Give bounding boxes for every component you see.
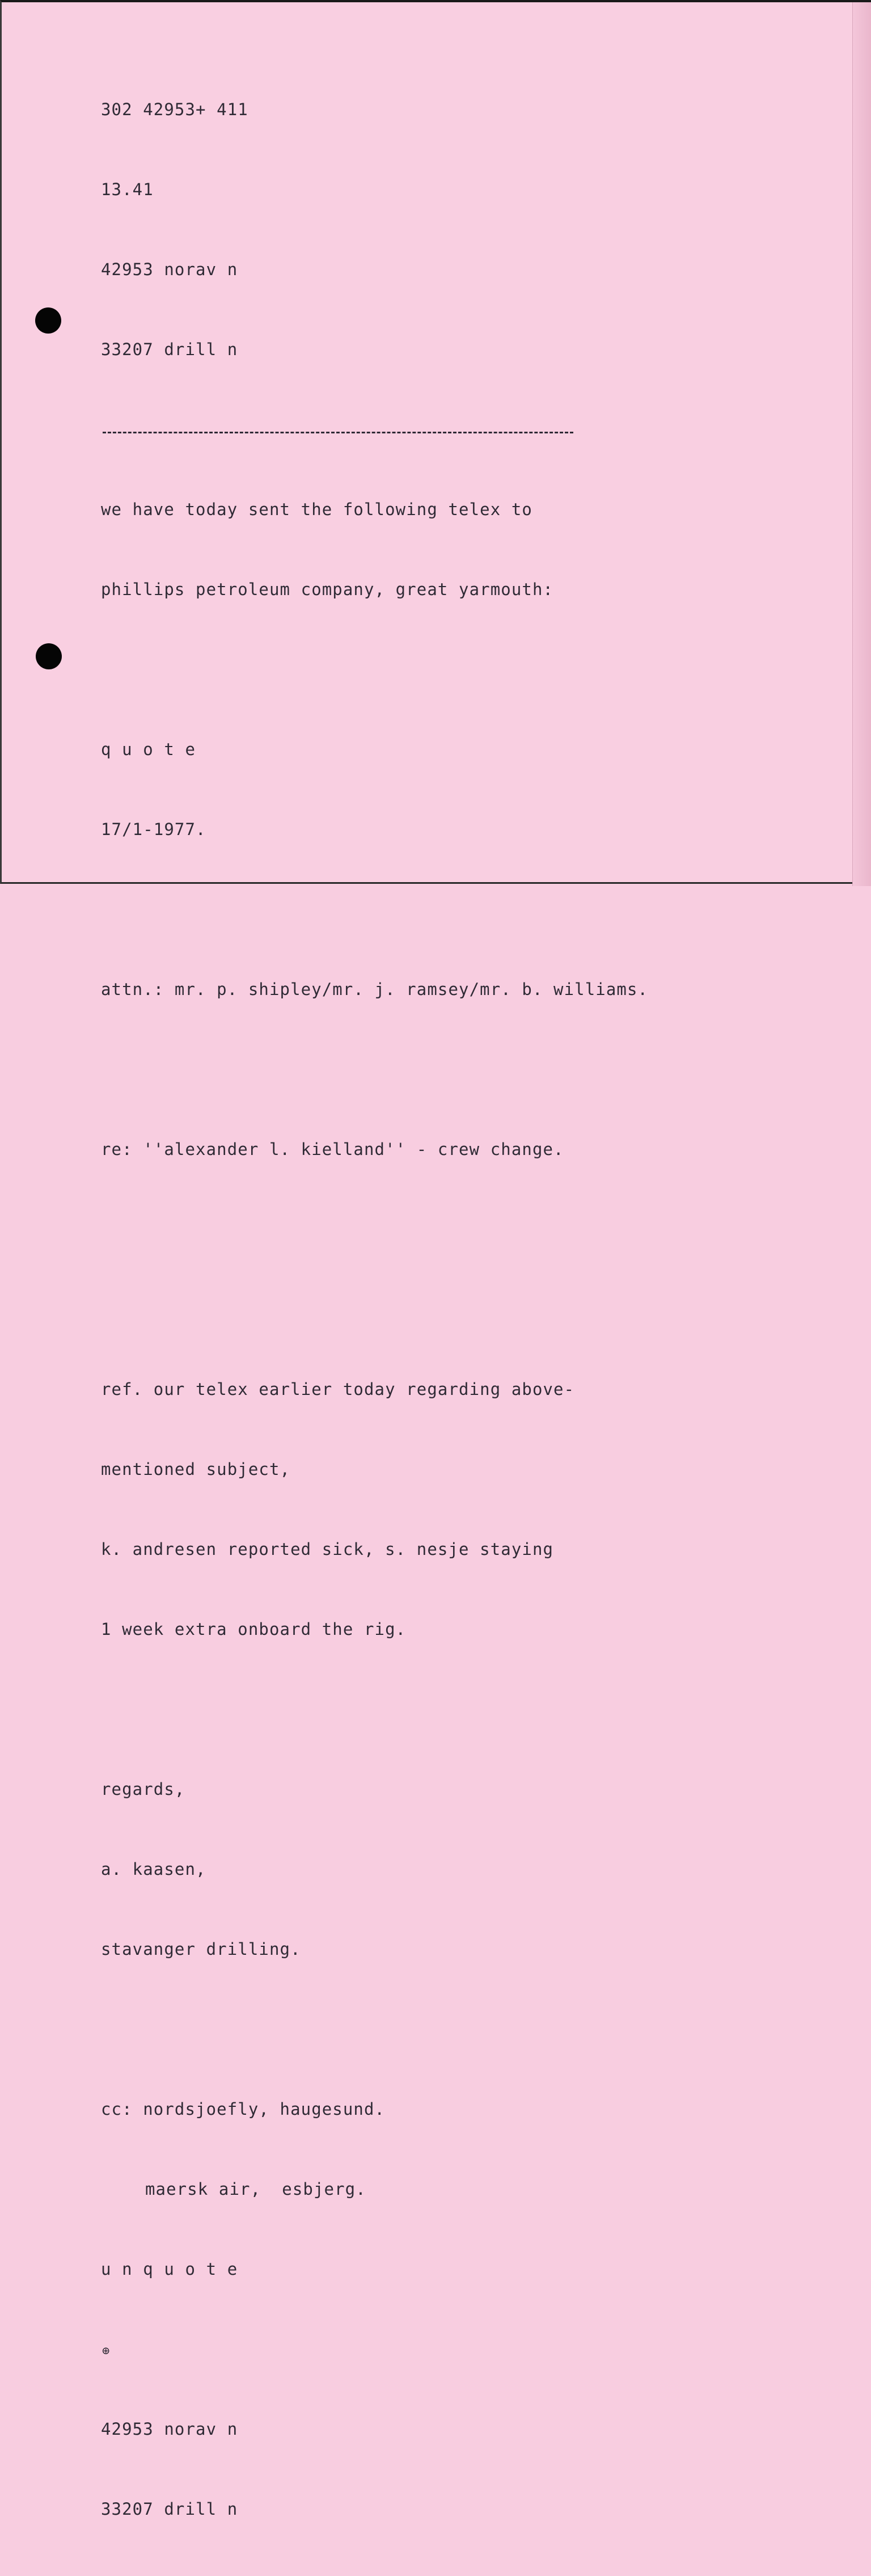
header-line-3: 42953 norav n	[101, 260, 238, 279]
cross-icon: ⊕	[102, 2344, 111, 2358]
quote-date: 17/1-1977.	[101, 820, 206, 839]
body-line-2: mentioned subject,	[101, 1460, 291, 1479]
dashed-underline	[103, 432, 573, 433]
body-line-1: ref. our telex earlier today regarding above-	[101, 1380, 575, 1399]
attn-line: attn.: mr. p. shipley/mr. j. ramsey/mr. b. williams.	[101, 980, 649, 999]
header-line-2: 13.41	[101, 180, 154, 199]
quote-close: u n q u o t e	[101, 2259, 238, 2279]
punch-hole-lower	[36, 643, 62, 669]
punch-hole-upper	[35, 307, 61, 334]
signoff-line-2: a. kaasen,	[101, 1860, 206, 1879]
telex-text	[101, 43, 648, 2576]
body-line-4: 1 week extra onboard the rig.	[101, 1620, 407, 1639]
signoff-line-3: stavanger drilling.	[101, 1940, 301, 1959]
re-line: re: ''alexander l. kielland'' - crew change.	[101, 1140, 564, 1159]
paper-edge	[852, 2, 871, 886]
intro-line-2: phillips petroleum company, great yarmouth:	[101, 580, 554, 599]
footer-line-1: 42953 norav n	[101, 2419, 238, 2439]
footer-line-2: 33207 drill n	[101, 2499, 238, 2519]
body-line-3: k. andresen reported sick, s. nesje staying	[101, 1540, 554, 1559]
intro-line-1: we have today sent the following telex to	[101, 500, 532, 519]
cc-line-1: cc: nordsjoefly, haugesund.	[101, 2099, 386, 2119]
signoff-line-1: regards,	[101, 1780, 185, 1799]
header-line-4: 33207 drill n	[101, 340, 238, 359]
cc-line-2: maersk air, esbjerg.	[145, 2179, 366, 2199]
quote-open: q u o t e	[101, 740, 196, 759]
header-line-1: 302 42953+ 411	[101, 100, 248, 119]
